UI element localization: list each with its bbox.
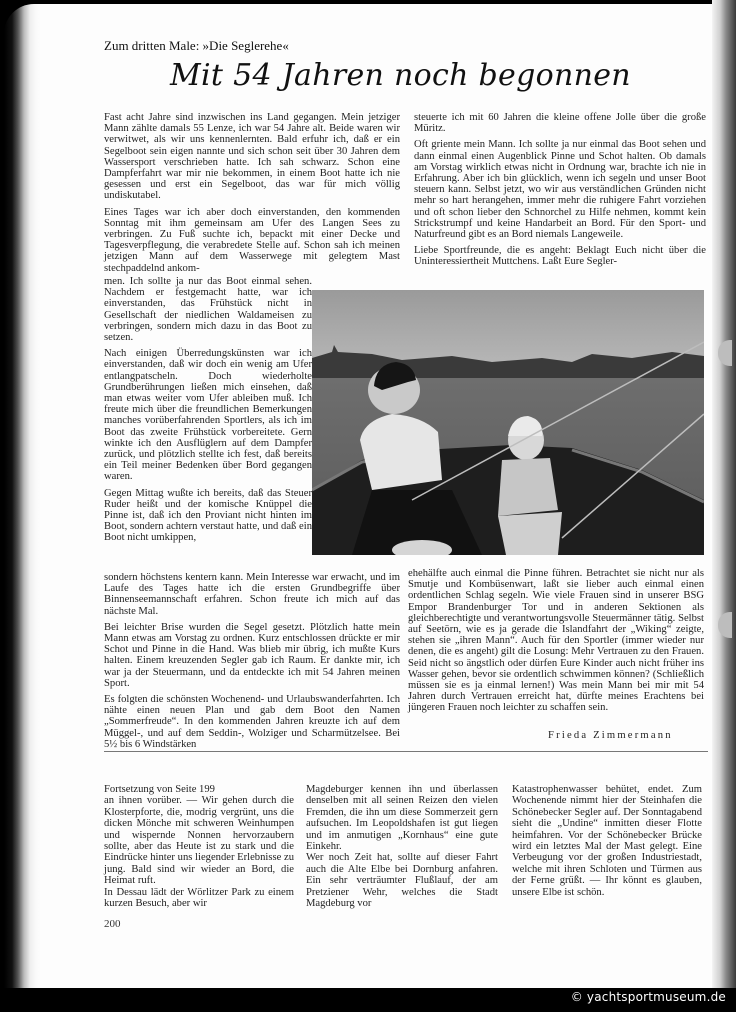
column-right-top xyxy=(414,112,706,273)
paragraph: sondern höchstens kentern kann. Mein Interesse war erwacht, und im Laufe des Tages hatte ich die ersten Grundbegriffe über Binnenseemannschaft erfahren. Schon freute ich mich auf das nächste Mal. xyxy=(104,572,400,617)
paragraph: Nach einigen Überredungskünsten war ich einverstanden, daß wir doch ein wenig am Ufer entlangpatscheln. Doch wiederholte Grundberührungen ließen mich einsehen, daß man etwas weiter vom Ufer ableiben muß. Ich freute mich über die freundlichen Bemerkungen manches vorüberfahrenden Sportlers, als ich im Boot das zweite Frühstück vorbereitete. Gern winkte ich den Ausflüglern auf dem Dampfer zurück, und plötzlich stellte ich fest, daß bereits ein Teil meiner Bedenken über Bord gegangen waren. xyxy=(104,348,312,483)
paragraph: Eines Tages war ich aber doch einverstanden, den kommenden Sonntag mit ihm gemeinsam am Ufer des Langen Sees zu verbringen. Zu Fuß suchte ich, bepackt mit einer Decke und Tagesverpflegung, die verabredete Stelle auf. Schon sah ich meinen jetzigen Mann auf dem Wasserwege mit gelegtem Mast stechpaddelnd ankom- xyxy=(104,206,400,274)
paragraph: Gegen Mittag wußte ich bereits, daß das Steuer Ruder heißt und der komische Knüppel die Pinne ist, daß ich den Proviant nicht hinten im Boot, sondern achtern verstaut hatte, und daß ein Boot nicht umkippen, xyxy=(104,487,312,544)
paragraph: Fast acht Jahre sind inzwischen ins Land gegangen. Mein jetziger Mann zählte damals 55 Lenze, ich war 54 Jahre alt. Beide waren wir verwitwet, als wir uns kennenlernten. Bald erfuhr ich, daß er ein Segelboot sein eigen nannte und sich schon seit über 30 Jahren dem Wassersport verschrieben hatte. Ich sah schwarz. Schon eine Dampferfahrt war mir nie bekommen, in einem Boot hatte ich nie gesessen und erst ein Segelboot, das war für mich völlig undiskutabel. xyxy=(104,112,400,202)
section-divider xyxy=(104,751,708,752)
article-kicker: Zum dritten Male: »Die Seglerehe« xyxy=(104,38,289,53)
copyright-watermark: © yachtsportmuseum.de xyxy=(570,990,726,1004)
paragraph: Katastrophenwasser behütet, endet. Zum Wochenende nimmt hier der Steinhafen die Schönebecker Segler auf. Der Sonntagabend sieht die „Undine“ inmitten dieser Flotte heimfahren. Vor der Schönebecker Brücke wird ein letztes Mal der Mast gelegt. Eine Verbeugung vor der großen Industriestadt, welche mit ihren Schloten und Türmen aus der Ferne grüßt. — Ihr könnt es glauben, unsere Elbe ist schön. xyxy=(512,784,702,898)
continuation-column-2 xyxy=(306,784,498,909)
article-photo xyxy=(312,290,704,555)
continuation-column-3 xyxy=(512,784,702,898)
continuation-label: Fortsetzung von Seite 199 xyxy=(104,784,215,795)
column-right-bottom xyxy=(408,568,704,719)
sailboat-photo-illustration xyxy=(312,290,704,555)
column-left-bottom xyxy=(104,572,400,755)
paragraph: In Dessau lädt der Wörlitzer Park zu einem kurzen Besuch, aber wir xyxy=(104,886,294,910)
author-signature: Frieda Zimmermann xyxy=(548,730,673,741)
paragraph: Wer noch Zeit hat, sollte auf dieser Fahrt auch die Alte Elbe bei Dornburg anfahren. Ein sehr verträumter Flußlauf, der am Pretziener Wehr, welches die Stadt Magdeburg vor xyxy=(306,852,498,910)
paragraph: steuerte ich mit 60 Jahren die kleine offene Jolle über die große Müritz. xyxy=(414,112,706,135)
paragraph: Liebe Sportfreunde, die es angeht: Beklagt Euch nicht über die Uninteressiertheit Muttchens. Laßt Eure Segler- xyxy=(414,245,706,268)
paragraph: Oft griente mein Mann. Ich sollte ja nur einmal das Boot sehen und dann einmal einen Augenblick Pinne und Schot halten. Ob damals am Vorstag wirklich etwas nicht in Ordnung war, brachte ich nie in Erfahrung. Aber ich bin glücklich, wenn ich segeln und unser Boot steuern kann. Selbst jetzt, wo wir aus verständlichen Gründen nicht mehr so hart herangehen, immer mehr die ruhigere Fahrt vorziehen und oft schon lieber den Schnorchel zu Hilfe nehmen, kommt kein Strickstrumpf und keine Handarbeit an Bord. Für den Sport- und Naturfreund gibt es an Bord niemals Langeweile. xyxy=(414,139,706,241)
paragraph: ehehälfte auch einmal die Pinne führen. Betrachtet sie nicht nur als Smutje und Kombüsenwart, laßt sie lieber auch einmal einen ordentlichen Schlag segeln. Wie viele Frauen sind in unserer BSG Empor Brandenburger Tor und in anderen Sektionen als gleichberechtigte und verantwortungsvolle Steuermänner tätig. Selbst auf Seetörn, wie es ja gerade die Islandfahrt der „Wiking“ zeigte, stehen sie „ihren Mann“. Auch für den Sportler (immer wieder nur denen, die es angeht) gilt die Losung: Mehr Vertrauen zu den Frauen. Seid nicht so ängstlich oder dürfen Eure Kinder auch nicht früher ins Wasser gehen, bevor sie ordentlich schwimmen können? (Schließlich müssen sie es ja einmal lernen!) Was mein Mann bei mir mit 54 Jahren durch Vertrauen erreicht hat, dürfte meines Erachtens bei jüngeren Frauen noch leichter zu schaffen sein. xyxy=(408,568,704,714)
paragraph: Bei leichter Brise wurden die Segel gesetzt. Plötzlich hatte mein Mann etwas am Vorstag zu ordnen. Kurz entschlossen drückte er mir Schot und Pinne in die Hand. Was blieb mir übrig, ich mußte Kurs halten. Einem kreuzenden Segler gab ich Raum. Er dankte mir, ich war ja der Steuermann, und da entdeckte ich mit 54 Jahren meinen Sport. xyxy=(104,621,400,689)
continuation-column-1 xyxy=(104,784,294,909)
page-right-edge xyxy=(712,0,736,990)
paragraph: Magdeburger kennen ihn und überlassen denselben mit all seinen Reizen den vielen Fremden, die ihn um diese Sommerzeit gern aufsuchen. Im Leopoldshafen ist gut liegen und im anmutigen „Kornhaus“ eine gute Einkehr. xyxy=(306,784,498,853)
article-headline: Mit 54 Jahren noch begonnen xyxy=(170,58,631,93)
paragraph: men. Ich sollte ja nur das Boot einmal sehen. Nachdem er festgemacht hatte, war ich einverstanden, das Frühstück nicht in Gesellschaft der niedlichen Waldameisen zu verbringen, sondern mich dazu in das Boot zu setzen. xyxy=(104,276,312,344)
page-number: 200 xyxy=(104,918,121,930)
paragraph: Es folgten die schönsten Wochenend- und Urlaubswanderfahrten. Ich nähte einen neuen Plan und gab dem Boot den Namen „Sommerfreude“. In den kommenden Jahren kreuzte ich auf dem Müggel-, und auf dem Seddin-, Wolziger und Scharmützelsee. Bei 5½ bis 6 Windstärken xyxy=(104,694,400,750)
paragraph: an ihnen vorüber. — Wir gehen durch die Klosterpforte, die, modrig vergrünt, uns die dicken Mönche mit schweren Weinhumpen und wispernde Nonnen hervorzaubern sollte, aber das Heute ist zu stark und die Eindrücke hinter uns liegender Erlebnisse zu jung. Bald sind wir wieder an Bord, die Heimat ruft. xyxy=(104,795,294,887)
column-left-top xyxy=(104,112,400,279)
column-left-narrow xyxy=(104,276,312,549)
